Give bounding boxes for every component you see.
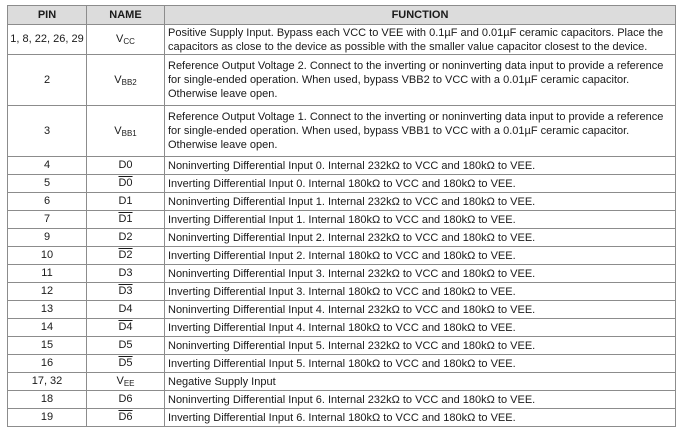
pin-name: D5 <box>87 337 165 355</box>
pin-name-base: V <box>114 124 122 137</box>
pin-name: D3 <box>87 265 165 283</box>
pin-name: D5 <box>87 355 165 373</box>
pin-function: Inverting Differential Input 2. Internal 180kΩ to VCC and 180kΩ to VEE. <box>165 247 676 265</box>
pin-name: D1 <box>87 193 165 211</box>
table-row <box>8 265 676 283</box>
pin-number: 6 <box>8 193 87 211</box>
pin-name: D4 <box>87 319 165 337</box>
pin-column-header: PIN <box>8 6 87 25</box>
pin-function: Negative Supply Input <box>165 373 676 391</box>
table-row <box>8 25 676 55</box>
pin-number: 10 <box>8 247 87 265</box>
pin-name-base: V <box>116 375 124 387</box>
pin-function: Noninverting Differential Input 1. Internal 232kΩ to VCC and 180kΩ to VEE. <box>165 193 676 211</box>
pin-name <box>87 25 165 55</box>
pin-name: D3 <box>87 283 165 301</box>
pin-number: 18 <box>8 391 87 409</box>
pin-name <box>87 373 165 391</box>
table-row <box>8 229 676 247</box>
pin-number: 13 <box>8 301 87 319</box>
pin-function: Noninverting Differential Input 6. Internal 232kΩ to VCC and 180kΩ to VEE. <box>165 391 676 409</box>
pin-description-table <box>7 5 676 427</box>
pin-name-subscript: CC <box>123 37 135 46</box>
pin-name: D4 <box>87 301 165 319</box>
pin-number: 16 <box>8 355 87 373</box>
pin-function: Inverting Differential Input 0. Internal 180kΩ to VCC and 180kΩ to VEE. <box>165 175 676 193</box>
pin-name: D0 <box>87 175 165 193</box>
pin-number: 7 <box>8 211 87 229</box>
pin-number: 15 <box>8 337 87 355</box>
pin-number: 5 <box>8 175 87 193</box>
pin-name: D2 <box>87 247 165 265</box>
pin-number: 3 <box>8 106 87 157</box>
pin-number: 2 <box>8 55 87 106</box>
pin-name: D2 <box>87 229 165 247</box>
name-column-header: NAME <box>87 6 165 25</box>
pin-name-subscript: BB2 <box>121 77 137 87</box>
table-row <box>8 193 676 211</box>
pin-number: 9 <box>8 229 87 247</box>
table-row <box>8 175 676 193</box>
pin-function: Noninverting Differential Input 4. Internal 232kΩ to VCC and 180kΩ to VEE. <box>165 301 676 319</box>
pin-number: 4 <box>8 157 87 175</box>
table-row <box>8 55 676 106</box>
table-row <box>8 283 676 301</box>
table-row <box>8 319 676 337</box>
pin-function: Inverting Differential Input 1. Internal 180kΩ to VCC and 180kΩ to VEE. <box>165 211 676 229</box>
table-row <box>8 355 676 373</box>
pin-function: Reference Output Voltage 1. Connect to the inverting or noninverting data input to provide a reference for single-ended operation. When used, bypass VBB1 to VCC with a 0.01µF ceramic capacitor. Otherwise leave open. <box>165 106 676 157</box>
table-row <box>8 157 676 175</box>
pin-name: D6 <box>87 391 165 409</box>
pin-number: 19 <box>8 409 87 427</box>
pin-name <box>87 55 165 106</box>
pin-name: D1 <box>87 211 165 229</box>
pin-name-subscript: EE <box>123 379 135 388</box>
pin-function: Reference Output Voltage 2. Connect to the inverting or noninverting data input to provide a reference for single-ended operation. When used, bypass VBB2 to VCC with a 0.01µF ceramic capacitor. Otherwise leave open. <box>165 55 676 106</box>
pin-function: Inverting Differential Input 5. Internal 180kΩ to VCC and 180kΩ to VEE. <box>165 355 676 373</box>
table-row <box>8 211 676 229</box>
pin-name: D6 <box>87 409 165 427</box>
pin-function: Noninverting Differential Input 0. Internal 232kΩ to VCC and 180kΩ to VEE. <box>165 157 676 175</box>
table-row <box>8 106 676 157</box>
table-row <box>8 409 676 427</box>
table-row <box>8 373 676 391</box>
function-column-header: FUNCTION <box>165 6 676 25</box>
pin-number: 14 <box>8 319 87 337</box>
table-row <box>8 391 676 409</box>
table-row <box>8 301 676 319</box>
pin-function: Noninverting Differential Input 3. Internal 232kΩ to VCC and 180kΩ to VEE. <box>165 265 676 283</box>
pin-function: Inverting Differential Input 6. Internal 180kΩ to VCC and 180kΩ to VEE. <box>165 409 676 427</box>
pin-function: Noninverting Differential Input 5. Internal 232kΩ to VCC and 180kΩ to VEE. <box>165 337 676 355</box>
pin-number: 11 <box>8 265 87 283</box>
pin-name-subscript: BB1 <box>121 128 137 138</box>
pin-function: Inverting Differential Input 3. Internal 180kΩ to VCC and 180kΩ to VEE. <box>165 283 676 301</box>
pin-function: Inverting Differential Input 4. Internal 180kΩ to VCC and 180kΩ to VEE. <box>165 319 676 337</box>
table-header-row <box>8 6 676 25</box>
table-row <box>8 247 676 265</box>
pin-function: Positive Supply Input. Bypass each VCC to VEE with 0.1µF and 0.01µF ceramic capacitors. Place the capacitors as close to the device as possible with the smaller value capacitor closest to the device. <box>165 25 676 55</box>
table-row <box>8 337 676 355</box>
pin-number: 12 <box>8 283 87 301</box>
pin-function: Noninverting Differential Input 2. Internal 232kΩ to VCC and 180kΩ to VEE. <box>165 229 676 247</box>
pin-name-base: V <box>114 73 122 86</box>
pin-number: 1, 8, 22, 26, 29 <box>8 25 87 55</box>
pin-name: D0 <box>87 157 165 175</box>
pin-name <box>87 106 165 157</box>
pin-name-base: V <box>116 33 124 45</box>
pin-number: 17, 32 <box>8 373 87 391</box>
